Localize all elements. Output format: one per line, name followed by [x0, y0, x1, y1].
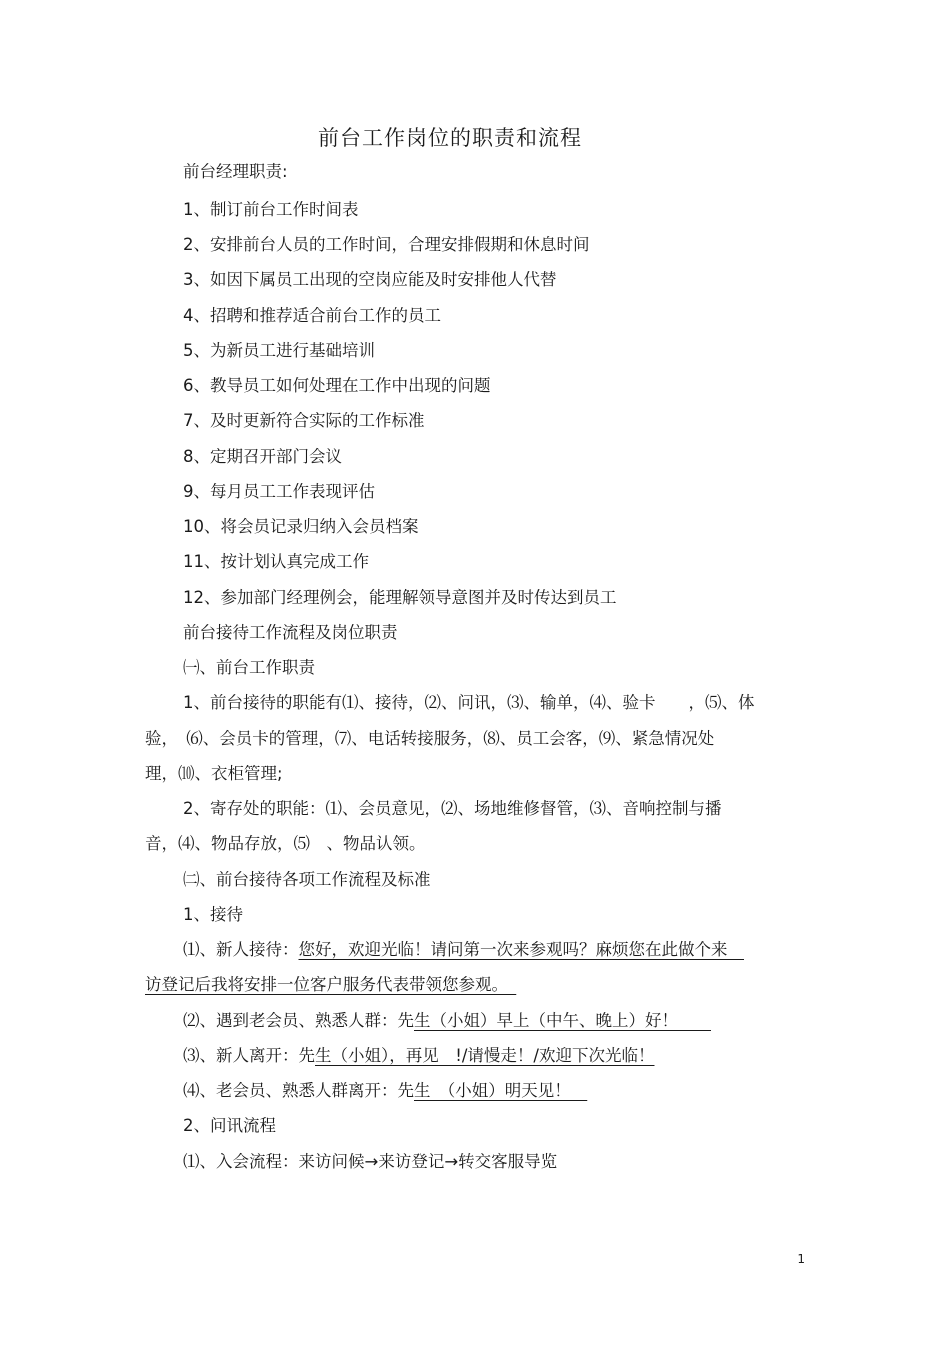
paragraph-line: 验， ⑹、会员卡的管理，⑺、电话转接服务，⑻、员工会客，⑼、紧急情况处: [145, 729, 715, 748]
greeting-script: 生 （小姐）明天见！: [414, 1081, 588, 1100]
greeting-label: ⑶、新人离开：先: [183, 1046, 315, 1065]
section-heading-manager: 前台经理职责:: [183, 162, 288, 181]
paragraph-line: 2、寄存处的职能：⑴、会员意见，⑵、场地维修督管，⑶、音响控制与播: [183, 799, 722, 818]
manager-duty-item: 9、每月员工工作表现评估: [183, 482, 375, 501]
greeting-new-visitor-cont: [145, 974, 516, 996]
greeting-old-member: [183, 1010, 711, 1032]
manager-duty-item: 11、按计划认真完成工作: [183, 552, 369, 571]
manager-duty-item: 4、招聘和推荐适合前台工作的员工: [183, 306, 441, 325]
greeting-label: ⑴、新人接待：: [183, 940, 299, 959]
membership-flow: ⑴、入会流程：来访问候→来访登记→转交客服导览: [183, 1152, 558, 1171]
subsection-heading: ㈠、前台工作职责: [183, 658, 315, 677]
manager-duty-item: 1、制订前台工作时间表: [183, 200, 359, 219]
manager-duty-item: 7、及时更新符合实际的工作标准: [183, 411, 425, 430]
greeting-script: 生（小姐）早上（中午、晚上）好！: [414, 1011, 711, 1030]
greeting-label: ⑷、老会员、熟悉人群离开：先: [183, 1081, 414, 1100]
subsection-heading: ㈡、前台接待各项工作流程及标准: [183, 870, 431, 889]
page-number: 1: [797, 1252, 805, 1266]
farewell-new-visitor: [183, 1045, 654, 1067]
document-title: 前台工作岗位的职责和流程: [318, 126, 582, 150]
manager-duty-item: 12、参加部门经理例会，能理解领导意图并及时传达到员工: [183, 588, 617, 607]
paragraph-line: 理，⑽、衣柜管理;: [145, 764, 283, 783]
farewell-old-member: [183, 1080, 587, 1102]
manager-duty-item: 10、将会员记录归纳入会员档案: [183, 517, 419, 536]
section-heading-reception: 前台接待工作流程及岗位职责: [183, 623, 398, 642]
manager-duty-item: 2、安排前台人员的工作时间，合理安排假期和休息时间: [183, 235, 590, 254]
manager-duty-item: 6、教导员工如何处理在工作中出现的问题: [183, 376, 491, 395]
manager-duty-item: 5、为新员工进行基础培训: [183, 341, 375, 360]
greeting-label: ⑵、遇到老会员、熟悉人群：先: [183, 1011, 414, 1030]
paragraph-line: 1、前台接待的职能有⑴、接待，⑵、问讯，⑶、输单，⑷、验卡 ，⑸、体: [183, 693, 755, 712]
greeting-script: 生（小姐），再见 !/请慢走！/欢迎下次光临！: [315, 1046, 655, 1065]
greeting-new-visitor: [183, 939, 744, 961]
manager-duty-item: 3、如因下属员工出现的空岗应能及时安排他人代替: [183, 270, 557, 289]
greeting-script: 您好，欢迎光临！请问第一次来参观吗？麻烦您在此做个来: [298, 940, 744, 959]
item-heading: 1、接待: [183, 905, 243, 924]
item-heading: 2、问讯流程: [183, 1116, 276, 1135]
manager-duty-item: 8、定期召开部门会议: [183, 447, 342, 466]
paragraph-line: 音，⑷、物品存放，⑸ 、物品认领。: [145, 834, 426, 853]
greeting-script: 访登记后我将安排一位客户服务代表带领您参观。: [145, 975, 517, 994]
